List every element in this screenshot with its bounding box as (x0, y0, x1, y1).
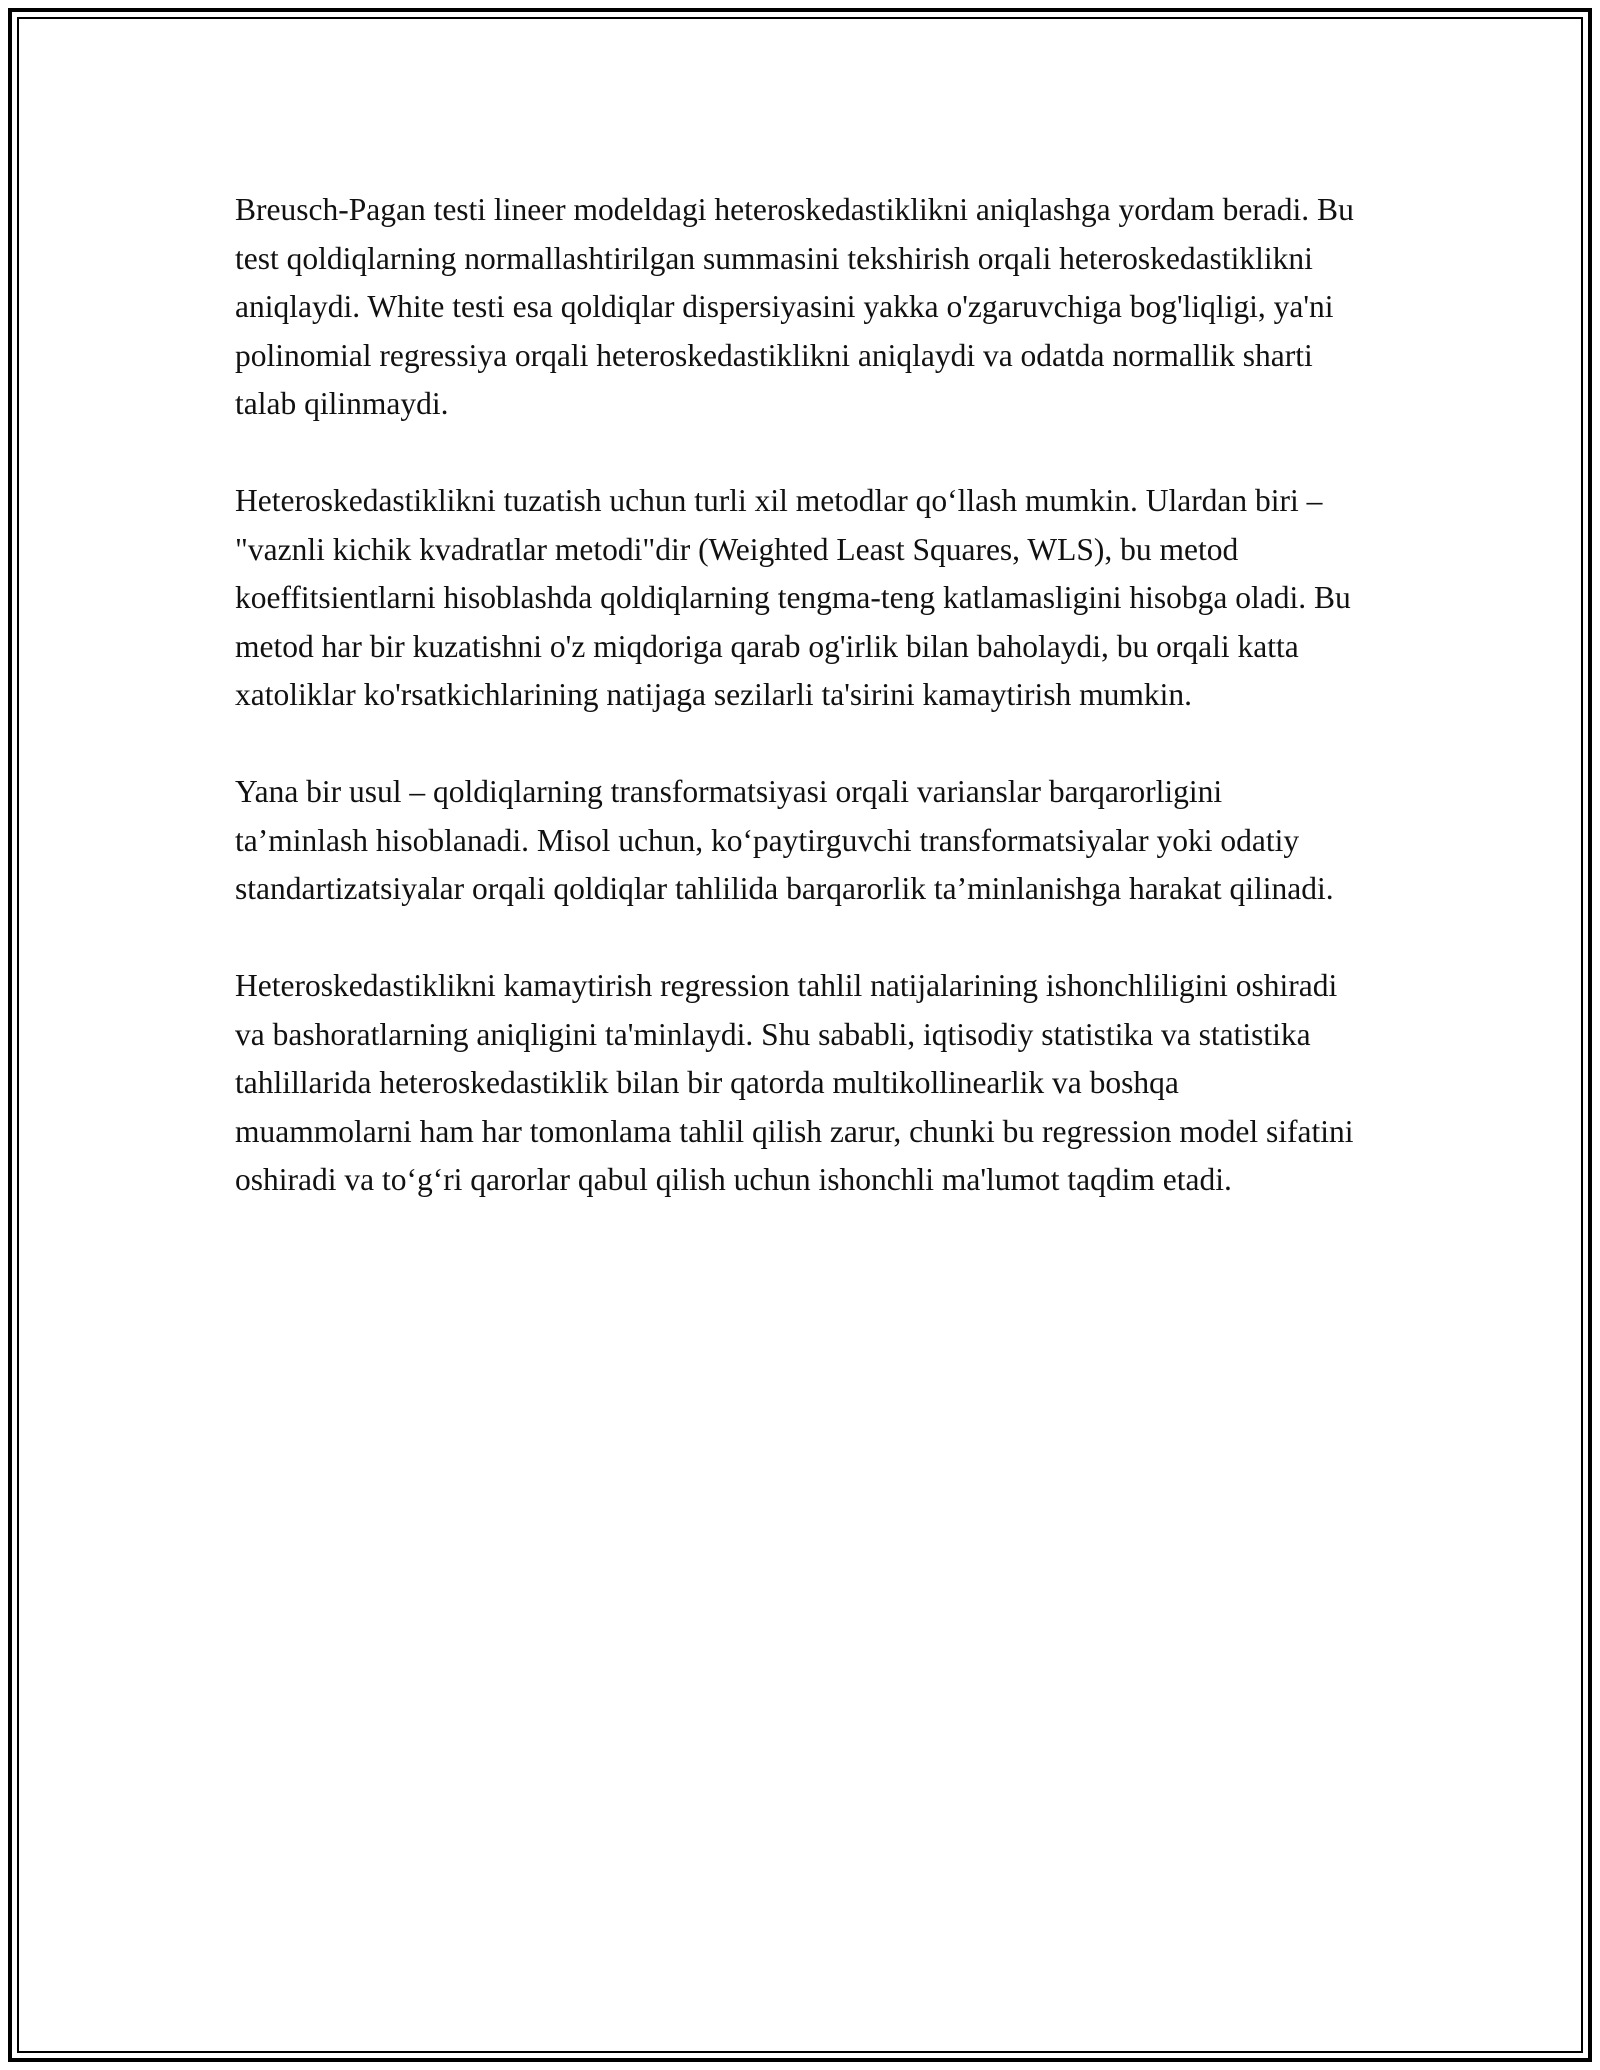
document-body (235, 186, 1355, 1253)
paragraph-wls-method: Heteroskedastiklikni tuzatish uchun turli xil metodlar qo‘llash mumkin. Ulardan biri – "vaznli kichik kvadratlar metodi"dir (Weighted Least Squares, WLS), bu metod koeffitsientlarni hisoblashda qoldiqlarning tengma-teng katlamasligini hisobga oladi. Bu metod har bir kuzatishni o'z miqdoriga qarab og'irlik bilan baholaydi, bu orqali katta xatoliklar ko'rsatkichlarining natijaga sezilarli ta'sirini kamaytirish mumkin. (235, 483, 1351, 712)
paragraph-breusch-pagan: Breusch-Pagan testi lineer modeldagi heteroskedastiklikni aniqlashga yordam beradi. Bu test qoldiqlarning normallashtirilgan summasini tekshirish orqali heteroskedastiklikni aniqlaydi. White testi esa qoldiqlar dispersiyasini yakka o'zgaruvchiga bog'liqligi, ya'ni polinomial regressiya orqali heteroskedastiklikni aniqlaydi va odatda normallik sharti talab qilinmaydi. (235, 192, 1354, 421)
paragraph-transformation: Yana bir usul – qoldiqlarning transformatsiyasi orqali varianslar barqarorligini ta’minlash hisoblanadi. Misol uchun, ko‘paytirguvchi transformatsiyalar yoki odatiy standartizatsiyalar orqali qoldiqlar tahlilida barqarorlik ta’minlanishga harakat qilinadi. (235, 774, 1334, 906)
paragraph-conclusion: Heteroskedastiklikni kamaytirish regression tahlil natijalarining ishonchliligini oshiradi va bashoratlarning aniqligini ta'minlaydi. Shu sababli, iqtisodiy statistika va statistika tahlillarida heteroskedastiklik bilan bir qatorda multikollinearlik va boshqa muammolarni ham har tomonlama tahlil qilish zarur, chunki bu regression model sifatini oshiradi va to‘g‘ri qarorlar qabul qilish uchun ishonchli ma'lumot taqdim etadi. (235, 968, 1354, 1197)
